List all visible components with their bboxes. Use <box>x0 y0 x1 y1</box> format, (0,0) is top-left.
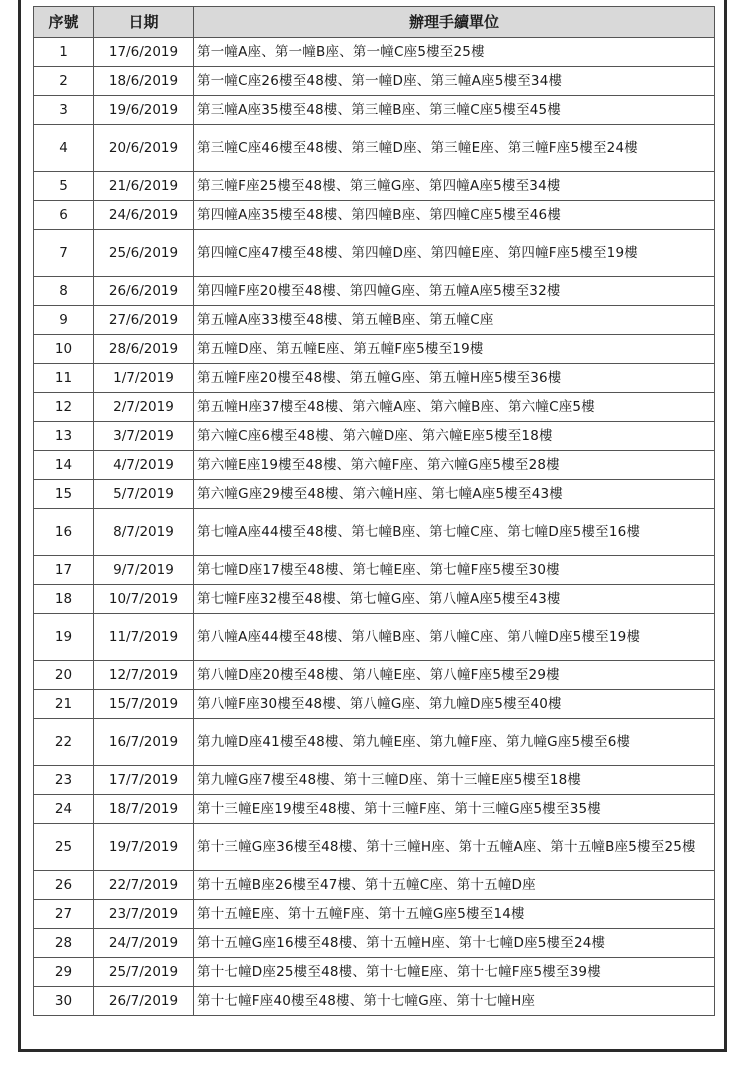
row-date: 24/6/2019 <box>94 201 194 230</box>
row-unit: 第四幢F座20樓至48樓、第四幢G座、第五幢A座5樓至32樓 <box>194 277 715 306</box>
row-number: 1 <box>34 38 94 67</box>
table-row <box>34 958 715 987</box>
row-date: 23/7/2019 <box>94 900 194 929</box>
row-unit: 第十五幢G座16樓至48樓、第十五幢H座、第十七幢D座5樓至24樓 <box>194 929 715 958</box>
row-unit: 第九幢D座41樓至48樓、第九幢E座、第九幢F座、第九幢G座5樓至6樓 <box>194 719 715 766</box>
row-unit: 第十五幢B座26樓至47樓、第十五幢C座、第十五幢D座 <box>194 871 715 900</box>
row-number: 28 <box>34 929 94 958</box>
row-date: 12/7/2019 <box>94 661 194 690</box>
row-unit: 第五幢F座20樓至48樓、第五幢G座、第五幢H座5樓至36樓 <box>194 364 715 393</box>
table-row <box>34 306 715 335</box>
table-row <box>34 661 715 690</box>
table-row <box>34 364 715 393</box>
header-no: 序號 <box>34 7 94 38</box>
table-row <box>34 201 715 230</box>
row-date: 8/7/2019 <box>94 509 194 556</box>
row-date: 21/6/2019 <box>94 172 194 201</box>
row-date: 1/7/2019 <box>94 364 194 393</box>
row-number: 2 <box>34 67 94 96</box>
row-date: 27/6/2019 <box>94 306 194 335</box>
row-unit: 第七幢F座32樓至48樓、第七幢G座、第八幢A座5樓至43樓 <box>194 585 715 614</box>
row-date: 26/6/2019 <box>94 277 194 306</box>
row-date: 2/7/2019 <box>94 393 194 422</box>
row-unit: 第八幢A座44樓至48樓、第八幢B座、第八幢C座、第八幢D座5樓至19樓 <box>194 614 715 661</box>
table-row <box>34 422 715 451</box>
row-unit: 第五幢D座、第五幢E座、第五幢F座5樓至19樓 <box>194 335 715 364</box>
table-row <box>34 929 715 958</box>
row-date: 17/7/2019 <box>94 766 194 795</box>
table-row <box>34 900 715 929</box>
row-date: 3/7/2019 <box>94 422 194 451</box>
row-number: 30 <box>34 987 94 1016</box>
header-date: 日期 <box>94 7 194 38</box>
row-unit: 第一幢A座、第一幢B座、第一幢C座5樓至25樓 <box>194 38 715 67</box>
row-unit: 第十七幢F座40樓至48樓、第十七幢G座、第十七幢H座 <box>194 987 715 1016</box>
row-unit: 第十三幢E座19樓至48樓、第十三幢F座、第十三幢G座5樓至35樓 <box>194 795 715 824</box>
row-unit: 第七幢A座44樓至48樓、第七幢B座、第七幢C座、第七幢D座5樓至16樓 <box>194 509 715 556</box>
table-row <box>34 277 715 306</box>
row-number: 18 <box>34 585 94 614</box>
row-unit: 第四幢A座35樓至48樓、第四幢B座、第四幢C座5樓至46樓 <box>194 201 715 230</box>
table-row <box>34 172 715 201</box>
row-unit: 第五幢H座37樓至48樓、第六幢A座、第六幢B座、第六幢C座5樓 <box>194 393 715 422</box>
row-number: 3 <box>34 96 94 125</box>
table-row <box>34 690 715 719</box>
row-number: 11 <box>34 364 94 393</box>
table-row <box>34 96 715 125</box>
table-row <box>34 766 715 795</box>
table-row <box>34 230 715 277</box>
row-unit: 第十五幢E座、第十五幢F座、第十五幢G座5樓至14樓 <box>194 900 715 929</box>
table-row <box>34 614 715 661</box>
table-row <box>34 480 715 509</box>
table-row <box>34 719 715 766</box>
row-date: 4/7/2019 <box>94 451 194 480</box>
row-date: 18/6/2019 <box>94 67 194 96</box>
row-date: 15/7/2019 <box>94 690 194 719</box>
row-date: 9/7/2019 <box>94 556 194 585</box>
row-date: 10/7/2019 <box>94 585 194 614</box>
row-number: 26 <box>34 871 94 900</box>
row-date: 25/6/2019 <box>94 230 194 277</box>
row-date: 24/7/2019 <box>94 929 194 958</box>
row-unit: 第七幢D座17樓至48樓、第七幢E座、第七幢F座5樓至30樓 <box>194 556 715 585</box>
row-number: 8 <box>34 277 94 306</box>
row-number: 25 <box>34 824 94 871</box>
table-row <box>34 335 715 364</box>
row-unit: 第六幢G座29樓至48樓、第六幢H座、第七幢A座5樓至43樓 <box>194 480 715 509</box>
row-number: 20 <box>34 661 94 690</box>
row-date: 25/7/2019 <box>94 958 194 987</box>
row-unit: 第九幢G座7樓至48樓、第十三幢D座、第十三幢E座5樓至18樓 <box>194 766 715 795</box>
table-body <box>34 38 715 1016</box>
row-number: 29 <box>34 958 94 987</box>
table-row <box>34 795 715 824</box>
table-row <box>34 509 715 556</box>
header-unit: 辦理手續單位 <box>194 7 715 38</box>
row-unit: 第三幢C座46樓至48樓、第三幢D座、第三幢E座、第三幢F座5樓至24樓 <box>194 125 715 172</box>
row-number: 5 <box>34 172 94 201</box>
header-row <box>34 7 715 38</box>
table-row <box>34 871 715 900</box>
row-date: 22/7/2019 <box>94 871 194 900</box>
row-date: 26/7/2019 <box>94 987 194 1016</box>
row-number: 21 <box>34 690 94 719</box>
row-unit: 第六幢E座19樓至48樓、第六幢F座、第六幢G座5樓至28樓 <box>194 451 715 480</box>
row-date: 17/6/2019 <box>94 38 194 67</box>
row-number: 16 <box>34 509 94 556</box>
row-unit: 第三幢A座35樓至48樓、第三幢B座、第三幢C座5樓至45樓 <box>194 96 715 125</box>
row-number: 17 <box>34 556 94 585</box>
row-date: 28/6/2019 <box>94 335 194 364</box>
table-row <box>34 556 715 585</box>
table-row <box>34 67 715 96</box>
row-unit: 第四幢C座47樓至48樓、第四幢D座、第四幢E座、第四幢F座5樓至19樓 <box>194 230 715 277</box>
row-number: 10 <box>34 335 94 364</box>
row-unit: 第一幢C座26樓至48樓、第一幢D座、第三幢A座5樓至34樓 <box>194 67 715 96</box>
row-date: 11/7/2019 <box>94 614 194 661</box>
row-number: 22 <box>34 719 94 766</box>
row-number: 27 <box>34 900 94 929</box>
row-number: 14 <box>34 451 94 480</box>
table-row <box>34 38 715 67</box>
table-row <box>34 824 715 871</box>
table-row <box>34 987 715 1016</box>
table-row <box>34 451 715 480</box>
row-unit: 第十三幢G座36樓至48樓、第十三幢H座、第十五幢A座、第十五幢B座5樓至25樓 <box>194 824 715 871</box>
row-number: 19 <box>34 614 94 661</box>
row-date: 18/7/2019 <box>94 795 194 824</box>
row-date: 20/6/2019 <box>94 125 194 172</box>
row-number: 15 <box>34 480 94 509</box>
row-unit: 第八幢F座30樓至48樓、第八幢G座、第九幢D座5樓至40樓 <box>194 690 715 719</box>
row-date: 16/7/2019 <box>94 719 194 766</box>
row-number: 13 <box>34 422 94 451</box>
row-date: 19/6/2019 <box>94 96 194 125</box>
row-number: 23 <box>34 766 94 795</box>
table-row <box>34 125 715 172</box>
table-row <box>34 585 715 614</box>
row-number: 4 <box>34 125 94 172</box>
row-number: 7 <box>34 230 94 277</box>
row-number: 24 <box>34 795 94 824</box>
row-date: 5/7/2019 <box>94 480 194 509</box>
row-unit: 第八幢D座20樓至48樓、第八幢E座、第八幢F座5樓至29樓 <box>194 661 715 690</box>
row-unit: 第十七幢D座25樓至48樓、第十七幢E座、第十七幢F座5樓至39樓 <box>194 958 715 987</box>
row-date: 19/7/2019 <box>94 824 194 871</box>
row-unit: 第三幢F座25樓至48樓、第三幢G座、第四幢A座5樓至34樓 <box>194 172 715 201</box>
row-number: 9 <box>34 306 94 335</box>
row-number: 6 <box>34 201 94 230</box>
schedule-table <box>33 6 715 1016</box>
row-unit: 第五幢A座33樓至48樓、第五幢B座、第五幢C座 <box>194 306 715 335</box>
row-unit: 第六幢C座6樓至48樓、第六幢D座、第六幢E座5樓至18樓 <box>194 422 715 451</box>
table-row <box>34 393 715 422</box>
row-number: 12 <box>34 393 94 422</box>
